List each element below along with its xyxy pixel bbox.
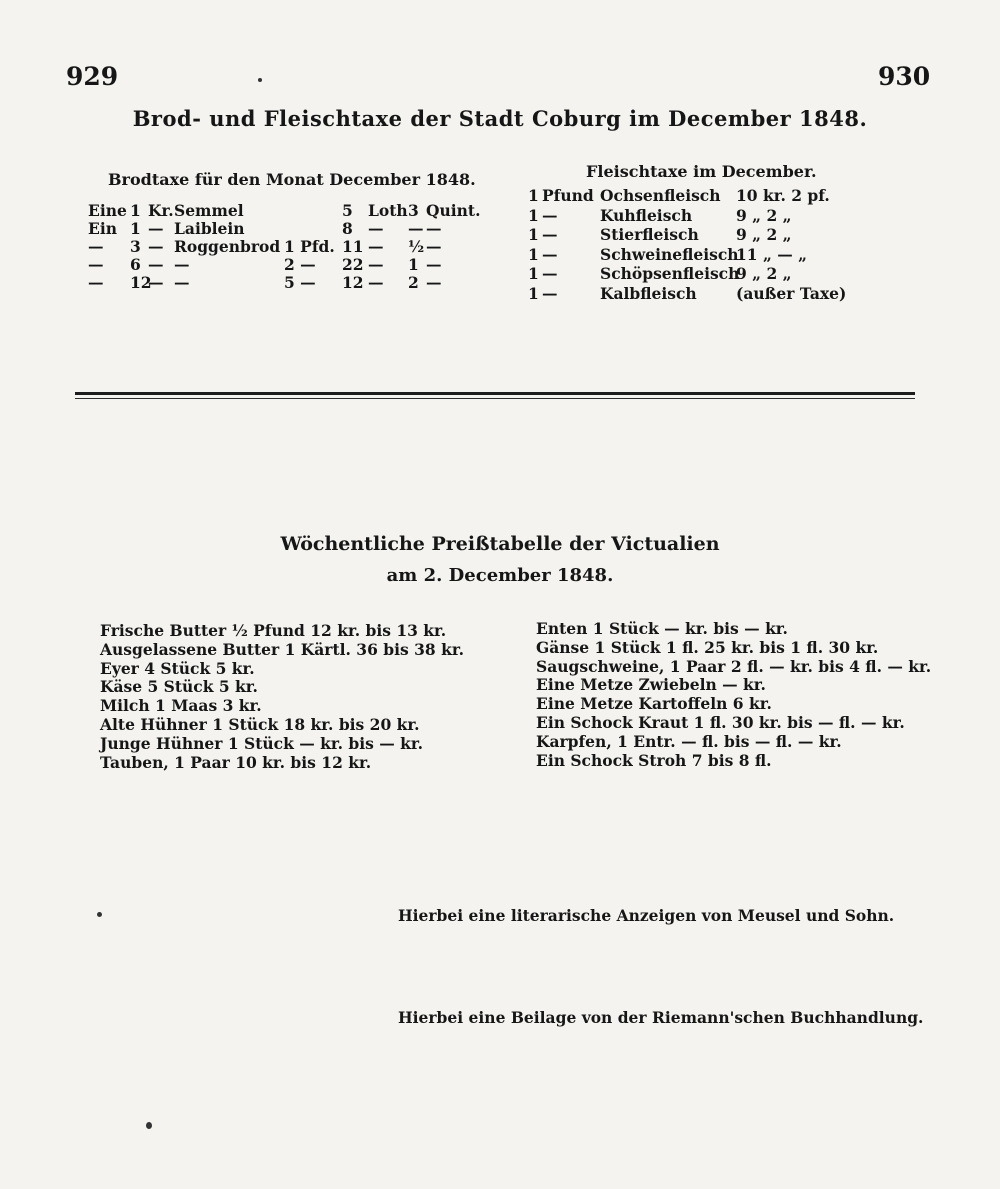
page-number-left: 929 (66, 62, 119, 91)
bread-tax-cell: 5 — (284, 273, 316, 292)
bread-tax-cell: 12 (342, 273, 364, 292)
notice-literary: Hierbei eine literarische Anzeigen von Meusel und Sohn. (398, 906, 895, 925)
meat-tax-cell: Kuhfleisch (600, 205, 693, 225)
bread-tax-cell: Quint. (426, 201, 481, 220)
meat-tax-row (528, 284, 868, 304)
bread-tax-cell: — (174, 255, 190, 274)
bread-tax-row (88, 238, 488, 256)
bread-tax-cell: Ein (88, 219, 117, 238)
bread-tax-cell: Semmel (174, 201, 244, 220)
price-item-right: Ein Schock Kraut 1 fl. 30 kr. bis — fl. — kr. (536, 712, 905, 732)
ink-speck (146, 1122, 152, 1129)
meat-tax-cell: 9 „ 2 „ (736, 264, 792, 283)
bread-tax-cell: Roggenbrod (174, 237, 281, 256)
price-item-left: Eyer 4 Stück 5 kr. (100, 658, 255, 678)
price-item-left: Käse 5 Stück 5 kr. (100, 677, 258, 697)
bread-tax-cell: — (368, 219, 384, 238)
price-item-right: Eine Metze Kartoffeln 6 kr. (536, 694, 772, 714)
bread-tax-cell: ½ (408, 237, 425, 256)
meat-tax-cell: 1 (528, 283, 539, 303)
price-item-right: Gänse 1 Stück 1 fl. 25 kr. bis 1 fl. 30 kr. (536, 637, 879, 657)
bread-tax-cell: 2 (408, 273, 419, 292)
bread-tax-cell: 11 (342, 237, 364, 256)
price-item-left: Tauben, 1 Paar 10 kr. bis 12 kr. (100, 752, 372, 772)
bread-tax-cell: — (426, 219, 442, 238)
weekly-prices-left (100, 622, 520, 772)
bread-tax-row (88, 256, 488, 274)
bread-tax-cell: 2 — (284, 255, 316, 274)
bread-tax-cell: Kr. (148, 201, 174, 220)
meat-tax-cell: Pfund (542, 186, 594, 205)
bread-tax-cell: — (368, 273, 384, 292)
meat-tax-cell: 9 „ 2 „ (736, 205, 792, 225)
weekly-title: Wöchentliche Preißtabelle der Victualien (280, 533, 720, 555)
meat-tax-cell: Stierfleisch (600, 225, 699, 244)
bread-tax-cell: 1 Pfd. (284, 237, 335, 256)
price-item-left: Junge Hühner 1 Stück — kr. bis — kr. (100, 733, 424, 753)
meat-tax-row (528, 245, 868, 265)
meat-tax-cell: — (542, 283, 558, 303)
meat-tax-cell: 1 (528, 264, 539, 283)
bread-tax-cell: 1 (408, 255, 419, 274)
bread-tax-cell: Laiblein (174, 219, 245, 238)
meat-tax-row (528, 206, 868, 226)
section-divider-thin (75, 398, 915, 399)
bread-tax-cell: Eine (88, 201, 127, 220)
bread-tax-cell: — (408, 219, 424, 238)
meat-tax-cell: Kalbfleisch (600, 283, 697, 303)
bread-tax-heading: Brodtaxe für den Monat December 1848. (108, 170, 476, 189)
bread-tax-cell: — (88, 273, 104, 292)
meat-tax-cell: 1 (528, 244, 539, 264)
bread-tax-cell: 3 (408, 201, 419, 220)
bread-tax-cell: 22 (342, 255, 364, 274)
bread-tax-row (88, 202, 488, 220)
price-item-left: Ausgelassene Butter 1 Kärtl. 36 bis 38 kr. (100, 639, 464, 659)
bread-tax-row (88, 274, 488, 292)
meat-tax-cell: — (542, 264, 558, 283)
weekly-prices-right (536, 620, 956, 770)
bread-tax-cell: — (426, 237, 442, 256)
meat-tax-cell: 1 (528, 225, 539, 244)
weekly-subtitle: am 2. December 1848. (386, 565, 614, 586)
bread-tax-cell: — (426, 255, 442, 274)
main-title: Brod- und Fleischtaxe der Stadt Coburg im December 1848. (132, 106, 868, 131)
ink-speck (97, 912, 102, 917)
bread-tax-cell: — (426, 273, 442, 292)
notice-supplement: Hierbei eine Beilage von der Riemann'schen Buchhandlung. (398, 1008, 924, 1027)
bread-tax-cell: — (368, 255, 384, 274)
price-item-right: Eine Metze Zwiebeln — kr. (536, 675, 766, 695)
meat-tax-table (528, 186, 868, 306)
bread-tax-cell: Loth (368, 201, 408, 220)
bread-tax-cell: 1 (130, 201, 141, 220)
bread-tax-cell: 1 (130, 219, 141, 238)
bread-tax-row (88, 220, 488, 238)
meat-tax-cell: Schöpsenfleisch (600, 264, 740, 283)
bread-tax-cell: — (88, 237, 104, 256)
price-item-left: Frische Butter ½ Pfund 12 kr. bis 13 kr. (100, 621, 447, 640)
bread-tax-cell: 6 (130, 255, 141, 274)
price-item-left: Alte Hühner 1 Stück 18 kr. bis 20 kr. (100, 714, 420, 734)
meat-tax-row (528, 186, 868, 206)
price-item-right: Ein Schock Stroh 7 bis 8 fl. (536, 750, 772, 770)
meat-tax-cell: (außer Taxe) (736, 283, 847, 303)
meat-tax-cell: 9 „ 2 „ (736, 225, 792, 244)
ink-speck (258, 78, 262, 82)
price-item-left: Milch 1 Maas 3 kr. (100, 696, 262, 716)
bread-tax-cell: — (88, 255, 104, 274)
meat-tax-row (528, 264, 868, 284)
meat-tax-cell: — (542, 244, 558, 264)
bread-tax-cell: — (148, 255, 164, 274)
page-number-right: 930 (878, 62, 931, 91)
bread-tax-cell: — (174, 273, 190, 292)
meat-tax-cell: 1 (528, 186, 539, 205)
section-divider-thick (75, 392, 915, 395)
meat-tax-cell: Ochsenfleisch (600, 186, 721, 205)
bread-tax-cell: — (148, 219, 164, 238)
meat-tax-cell: — (542, 205, 558, 225)
bread-tax-cell: 3 (130, 237, 141, 256)
meat-tax-cell: 1 (528, 205, 539, 225)
bread-tax-cell: — (368, 237, 384, 256)
price-item-right: Karpfen, 1 Entr. — fl. bis — fl. — kr. (536, 731, 842, 751)
meat-tax-cell: Schweinefleisch (600, 244, 739, 264)
bread-tax-cell: — (148, 237, 164, 256)
price-item-right: Enten 1 Stück — kr. bis — kr. (536, 619, 788, 638)
bread-tax-cell: 8 (342, 219, 353, 238)
bread-tax-cell: 12 (130, 273, 152, 292)
meat-tax-cell: — (542, 225, 558, 244)
bread-tax-table (88, 202, 488, 297)
meat-tax-cell: 11 „ — „ (736, 244, 808, 264)
bread-tax-cell: — (148, 273, 164, 292)
meat-tax-heading: Fleischtaxe im December. (586, 162, 817, 181)
price-item-right: Saugschweine, 1 Paar 2 fl. — kr. bis 4 fl. — kr. (536, 656, 932, 676)
bread-tax-cell: 5 (342, 201, 353, 220)
meat-tax-cell: 10 kr. 2 pf. (736, 186, 830, 205)
meat-tax-row (528, 225, 868, 245)
